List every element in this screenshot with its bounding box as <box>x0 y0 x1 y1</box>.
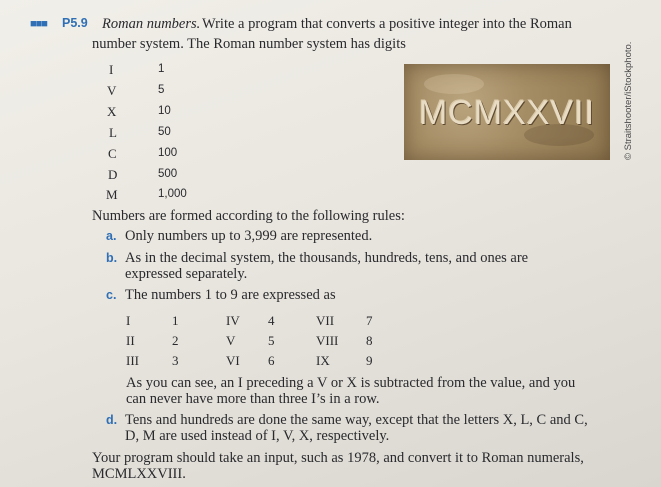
photo-credit: © Straitshooter/iStockphoto. <box>623 41 634 160</box>
problem-intro-line2: number system. The Roman number system has digits <box>92 36 406 52</box>
problem-marker: ■■■ <box>30 18 47 30</box>
rule-a-label: a. <box>106 229 117 243</box>
digit-value: 1 <box>158 63 165 75</box>
example-value: 3 <box>172 353 179 368</box>
digit-letter: X <box>107 104 117 119</box>
problem-number: P5.9 <box>62 16 88 30</box>
rule-b-line2: expressed separately. <box>125 266 248 282</box>
stone-texture <box>424 74 484 94</box>
example-numeral: II <box>126 333 135 348</box>
example-value: 8 <box>366 333 373 348</box>
closing-line2: MCMLXXVIII. <box>92 466 186 482</box>
digit-letter: M <box>106 187 118 202</box>
digit-value: 50 <box>158 126 171 138</box>
problem-intro-line1: Write a program that converts a positive integer into the Roman <box>202 16 572 32</box>
rule-c-label: c. <box>106 288 117 302</box>
digit-letter: D <box>108 167 118 182</box>
example-value: 9 <box>366 353 373 368</box>
rule-d-line1: Tens and hundreds are done the same way, except that the letters X, L, C and C, <box>125 412 588 428</box>
digit-value: 100 <box>158 147 178 159</box>
problem-title: Roman numbers. <box>102 16 201 32</box>
rule-a-text: Only numbers up to 3,999 are represented. <box>125 228 373 244</box>
rule-d-label: d. <box>106 413 118 427</box>
rule-b-line1: As in the decimal system, the thousands, hundreds, tens, and ones are <box>125 250 529 266</box>
example-value: 4 <box>268 313 275 328</box>
example-value: 6 <box>268 353 275 368</box>
digit-value: 5 <box>158 84 165 96</box>
example-value: 5 <box>268 333 275 348</box>
example-numeral: IX <box>316 353 330 368</box>
example-numeral: IV <box>226 313 240 328</box>
closing-line1: Your program should take an input, such as 1978, and convert it to Roman numerals, <box>92 450 584 466</box>
example-value: 1 <box>172 313 179 328</box>
example-numeral: V <box>226 333 236 348</box>
example-value: 2 <box>172 333 179 348</box>
stone-inscription-photo <box>404 64 610 160</box>
digit-value: 500 <box>158 168 178 180</box>
subtraction-note-line1: As you can see, an I preceding a V or X is subtracted from the value, and you <box>126 375 576 391</box>
example-numeral: III <box>126 353 139 368</box>
digit-letter: I <box>109 62 114 77</box>
rule-b-label: b. <box>106 251 118 265</box>
rules-intro: Numbers are formed according to the following rules: <box>92 208 405 224</box>
example-value: 7 <box>366 313 373 328</box>
digit-value: 1,000 <box>158 188 187 200</box>
example-numeral: VII <box>316 313 335 328</box>
digit-letter: L <box>109 125 117 140</box>
digit-letter: C <box>108 146 117 161</box>
rule-c-text: The numbers 1 to 9 are expressed as <box>125 287 336 303</box>
example-numeral: VIII <box>316 333 339 348</box>
digit-letter: V <box>107 83 117 98</box>
rule-d-line2: D, M are used instead of I, V, X, respectively. <box>125 428 390 444</box>
example-numeral: VI <box>226 353 240 368</box>
example-numeral: I <box>126 313 131 328</box>
inscription-text: MCMXXVII <box>418 94 596 132</box>
digit-value: 10 <box>158 105 171 117</box>
subtraction-note-line2: can never have more than three I’s in a row. <box>126 391 380 407</box>
